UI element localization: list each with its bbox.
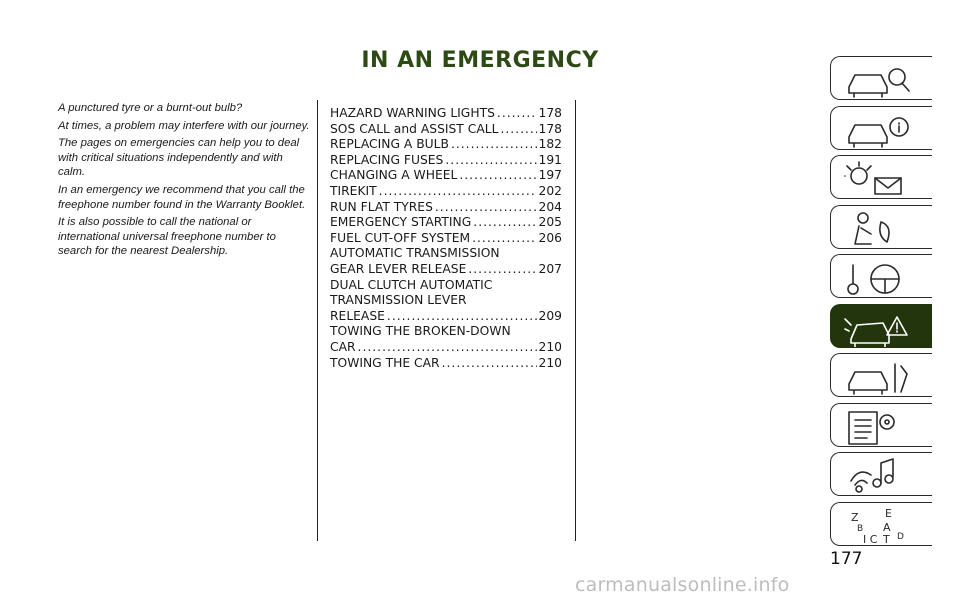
toc-entry-page: 207 <box>538 261 562 276</box>
dot-leader <box>445 153 536 169</box>
toc-entry[interactable] <box>330 246 562 277</box>
toc-entry-row <box>330 168 562 184</box>
car-warning-icon <box>841 309 915 347</box>
media-signal-icon <box>841 457 915 495</box>
toc-entry[interactable] <box>330 106 562 122</box>
toc-entry[interactable] <box>330 153 562 169</box>
dot-leader <box>387 309 537 325</box>
toc-entry[interactable] <box>330 278 562 325</box>
toc-entry-row <box>330 215 562 231</box>
chapter-tab[interactable] <box>830 403 932 447</box>
intro-text <box>58 101 310 262</box>
toc-entry-title-line: AUTOMATIC TRANSMISSION <box>330 246 500 261</box>
svg-text:E: E <box>885 506 892 520</box>
toc-entry[interactable] <box>330 200 562 216</box>
toc-entry-page: 197 <box>538 168 562 183</box>
toc-entry-title-line: DUAL CLUTCH AUTOMATIC <box>330 277 493 292</box>
key-steering-wheel-icon <box>841 259 915 297</box>
toc-entry[interactable] <box>330 137 562 153</box>
alphabet-index-icon <box>841 507 915 545</box>
dot-leader <box>473 215 536 231</box>
dot-leader <box>379 184 537 200</box>
watermark: carmanualsonline.info <box>575 574 790 596</box>
dot-leader <box>497 106 537 122</box>
toc-entry-title-line: TOWING THE BROKEN-DOWN <box>330 324 511 339</box>
chapter-tab[interactable] <box>830 353 932 397</box>
toc-entry-row <box>330 309 562 325</box>
toc-entry-page: 205 <box>538 215 562 230</box>
column-divider <box>317 100 318 541</box>
intro-paragraph: In an emergency we recommend that you call the freephone number found in the Warranty Booklet. <box>58 183 306 211</box>
chapter-tab[interactable] <box>830 205 932 249</box>
toc-entry[interactable] <box>330 122 562 138</box>
dot-leader <box>442 356 537 372</box>
toc-entry-row <box>330 340 562 356</box>
toc-entry-row <box>330 200 562 216</box>
toc-entry[interactable] <box>330 324 562 355</box>
car-search-icon <box>841 61 915 99</box>
toc-entry[interactable] <box>330 215 562 231</box>
chapter-tab[interactable] <box>830 155 932 199</box>
intro-paragraph: At times, a problem may interfere with our journey. <box>58 119 310 132</box>
car-tools-icon <box>841 358 915 396</box>
toc-entry-page: 210 <box>538 339 562 354</box>
intro-paragraph: The pages on emergencies can help you to deal with critical situations independently and with calm. <box>58 137 300 179</box>
dot-leader <box>459 168 536 184</box>
svg-text:I C: I C <box>863 532 878 545</box>
toc-entry-row <box>330 356 562 372</box>
intro-paragraph: A punctured tyre or a burnt-out bulb? <box>58 102 243 114</box>
chapter-tab[interactable] <box>830 304 932 348</box>
svg-text:D: D <box>897 531 904 542</box>
column-divider <box>575 100 576 541</box>
toc-entry-label: REPLACING A BULB <box>330 137 449 152</box>
toc-entry-page: 178 <box>538 106 562 120</box>
toc-entry-label: FUEL CUT-OFF SYSTEM <box>330 230 471 245</box>
svg-text:B: B <box>857 523 864 534</box>
toc-entry-page: 178 <box>538 121 562 136</box>
toc-entry-row <box>330 122 562 138</box>
svg-text:T: T <box>883 532 890 545</box>
toc-entry-page: 204 <box>538 199 562 214</box>
toc-entry-row <box>330 262 562 278</box>
toc-entry-page: 206 <box>538 230 562 245</box>
dot-leader <box>500 122 536 138</box>
table-of-contents <box>330 106 562 371</box>
toc-entry-label: HAZARD WARNING LIGHTS <box>330 106 495 120</box>
car-info-icon <box>841 111 915 149</box>
toc-entry[interactable] <box>330 184 562 200</box>
intro-paragraph: It is also possible to call the national or international universal freephone number to search for the nearest Dealership. <box>58 216 276 258</box>
chapter-tabs <box>830 56 934 551</box>
toc-entry-label: RUN FLAT TYRES <box>330 199 433 214</box>
chapter-tab[interactable] <box>830 452 932 496</box>
seat-airbag-icon <box>841 210 915 248</box>
toc-entry-label: REPLACING FUSES <box>330 152 444 167</box>
toc-entry[interactable] <box>330 168 562 184</box>
toc-entry-label: TIREKIT <box>330 183 377 198</box>
toc-entry[interactable] <box>330 231 562 247</box>
toc-entry-page: 209 <box>538 308 562 323</box>
toc-entry-label: TOWING THE CAR <box>330 355 440 370</box>
dot-leader <box>358 340 537 356</box>
toc-entry-row <box>330 184 562 200</box>
toc-entry-row <box>330 137 562 153</box>
toc-entry-label: EMERGENCY STARTING <box>330 215 472 230</box>
toc-entry-row <box>330 231 562 247</box>
dot-leader <box>451 137 537 153</box>
toc-entry-page: 202 <box>538 183 562 198</box>
dot-leader <box>435 200 537 216</box>
toc-entry-label: SOS CALL and ASSIST CALL <box>330 121 499 136</box>
toc-entry-row <box>330 153 562 169</box>
svg-text:A: A <box>883 520 891 534</box>
toc-entry-label: CHANGING A WHEEL <box>330 168 458 183</box>
light-message-icon <box>841 160 915 198</box>
chapter-tab[interactable] <box>830 502 932 546</box>
toc-entry-page: 182 <box>538 137 562 152</box>
toc-entry[interactable] <box>330 356 562 372</box>
dot-leader <box>468 262 536 278</box>
toc-entry-page: 191 <box>538 152 562 167</box>
checklist-gear-icon <box>841 408 915 446</box>
toc-entry-label: RELEASE <box>330 308 385 323</box>
toc-entry-label: CAR <box>330 339 356 354</box>
dot-leader <box>472 231 536 247</box>
toc-entry-row <box>330 106 562 122</box>
page-title: IN AN EMERGENCY <box>361 48 599 73</box>
chapter-tab[interactable] <box>830 254 932 298</box>
toc-entry-page: 210 <box>538 355 562 370</box>
chapter-tab[interactable] <box>830 106 932 150</box>
chapter-tab[interactable] <box>830 56 932 100</box>
svg-text:Z: Z <box>851 510 859 524</box>
toc-entry-label: GEAR LEVER RELEASE <box>330 261 467 276</box>
page-number: 177 <box>830 549 863 569</box>
toc-entry-title-line: TRANSMISSION LEVER <box>330 293 467 308</box>
